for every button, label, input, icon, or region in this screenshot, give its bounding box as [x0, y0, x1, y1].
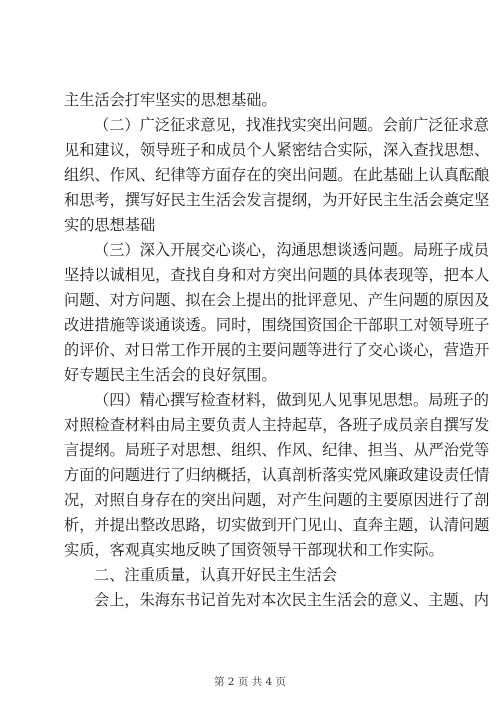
text-line: 组织、作风、纪律等方面存在的突出问题。在此基础上认真酝酿 — [64, 166, 490, 184]
text-line: 会上，朱海东书记首先对本次民主生活会的意义、主题、内 — [94, 591, 489, 609]
text-line: 析，并提出整改思路，切实做到开门见山、直奔主题，认清问题 — [64, 516, 490, 534]
text-line: 实的思想基础 — [64, 216, 156, 234]
text-line: 见和建议，领导班子和成员个人紧密结合实际，深入查找思想、 — [64, 141, 490, 159]
text-line: 的评价、对日常工作开展的主要问题等进行了交心谈心，营造开 — [64, 341, 490, 359]
text-line: 实质，客观真实地反映了国资领导干部现状和工作实际。 — [64, 541, 444, 559]
text-line: 方面的问题进行了归纳概括，认真剖析落实党风廉政建设责任情 — [64, 466, 490, 484]
page-footer: 第 2 页 共 4 页 — [213, 676, 287, 688]
text-line: 主生活会打牢坚实的思想基础。 — [64, 91, 277, 109]
text-line: 二、注重质量，认真开好民主生活会 — [94, 566, 337, 584]
text-line: 言提纲。局班子对思想、组织、作风、纪律、担当、从严治党等 — [64, 441, 490, 459]
text-line: （三）深入开展交心谈心，沟通思想谈透问题。局班子成员 — [94, 241, 489, 259]
text-line: 况，对照自身存在的突出问题，对产生问题的主要原因进行了剖 — [64, 491, 490, 509]
text-line: （四）精心撰写检查材料，做到见人见事见思想。局班子的 — [94, 391, 489, 409]
text-line: 好专题民主生活会的良好氛围。 — [64, 366, 277, 384]
document-body — [64, 88, 490, 613]
text-line: （二）广泛征求意见，找准找实突出问题。会前广泛征求意 — [94, 116, 489, 134]
text-line: 和思考，撰写好民主生活会发言提纲，为开好民主生活会奠定坚 — [64, 191, 490, 209]
text-line: 问题、对方问题、拟在会上提出的批评意见、产生问题的原因及 — [64, 291, 490, 309]
text-line: 坚持以诚相见，查找自身和对方突出问题的具体表现等，把本人 — [64, 266, 490, 284]
text-line: 对照检查材料由局主要负责人主持起草，各班子成员亲自撰写发 — [64, 416, 490, 434]
text-line: 改进措施等谈通谈透。同时，围绕国资国企干部职工对领导班子 — [64, 316, 490, 334]
